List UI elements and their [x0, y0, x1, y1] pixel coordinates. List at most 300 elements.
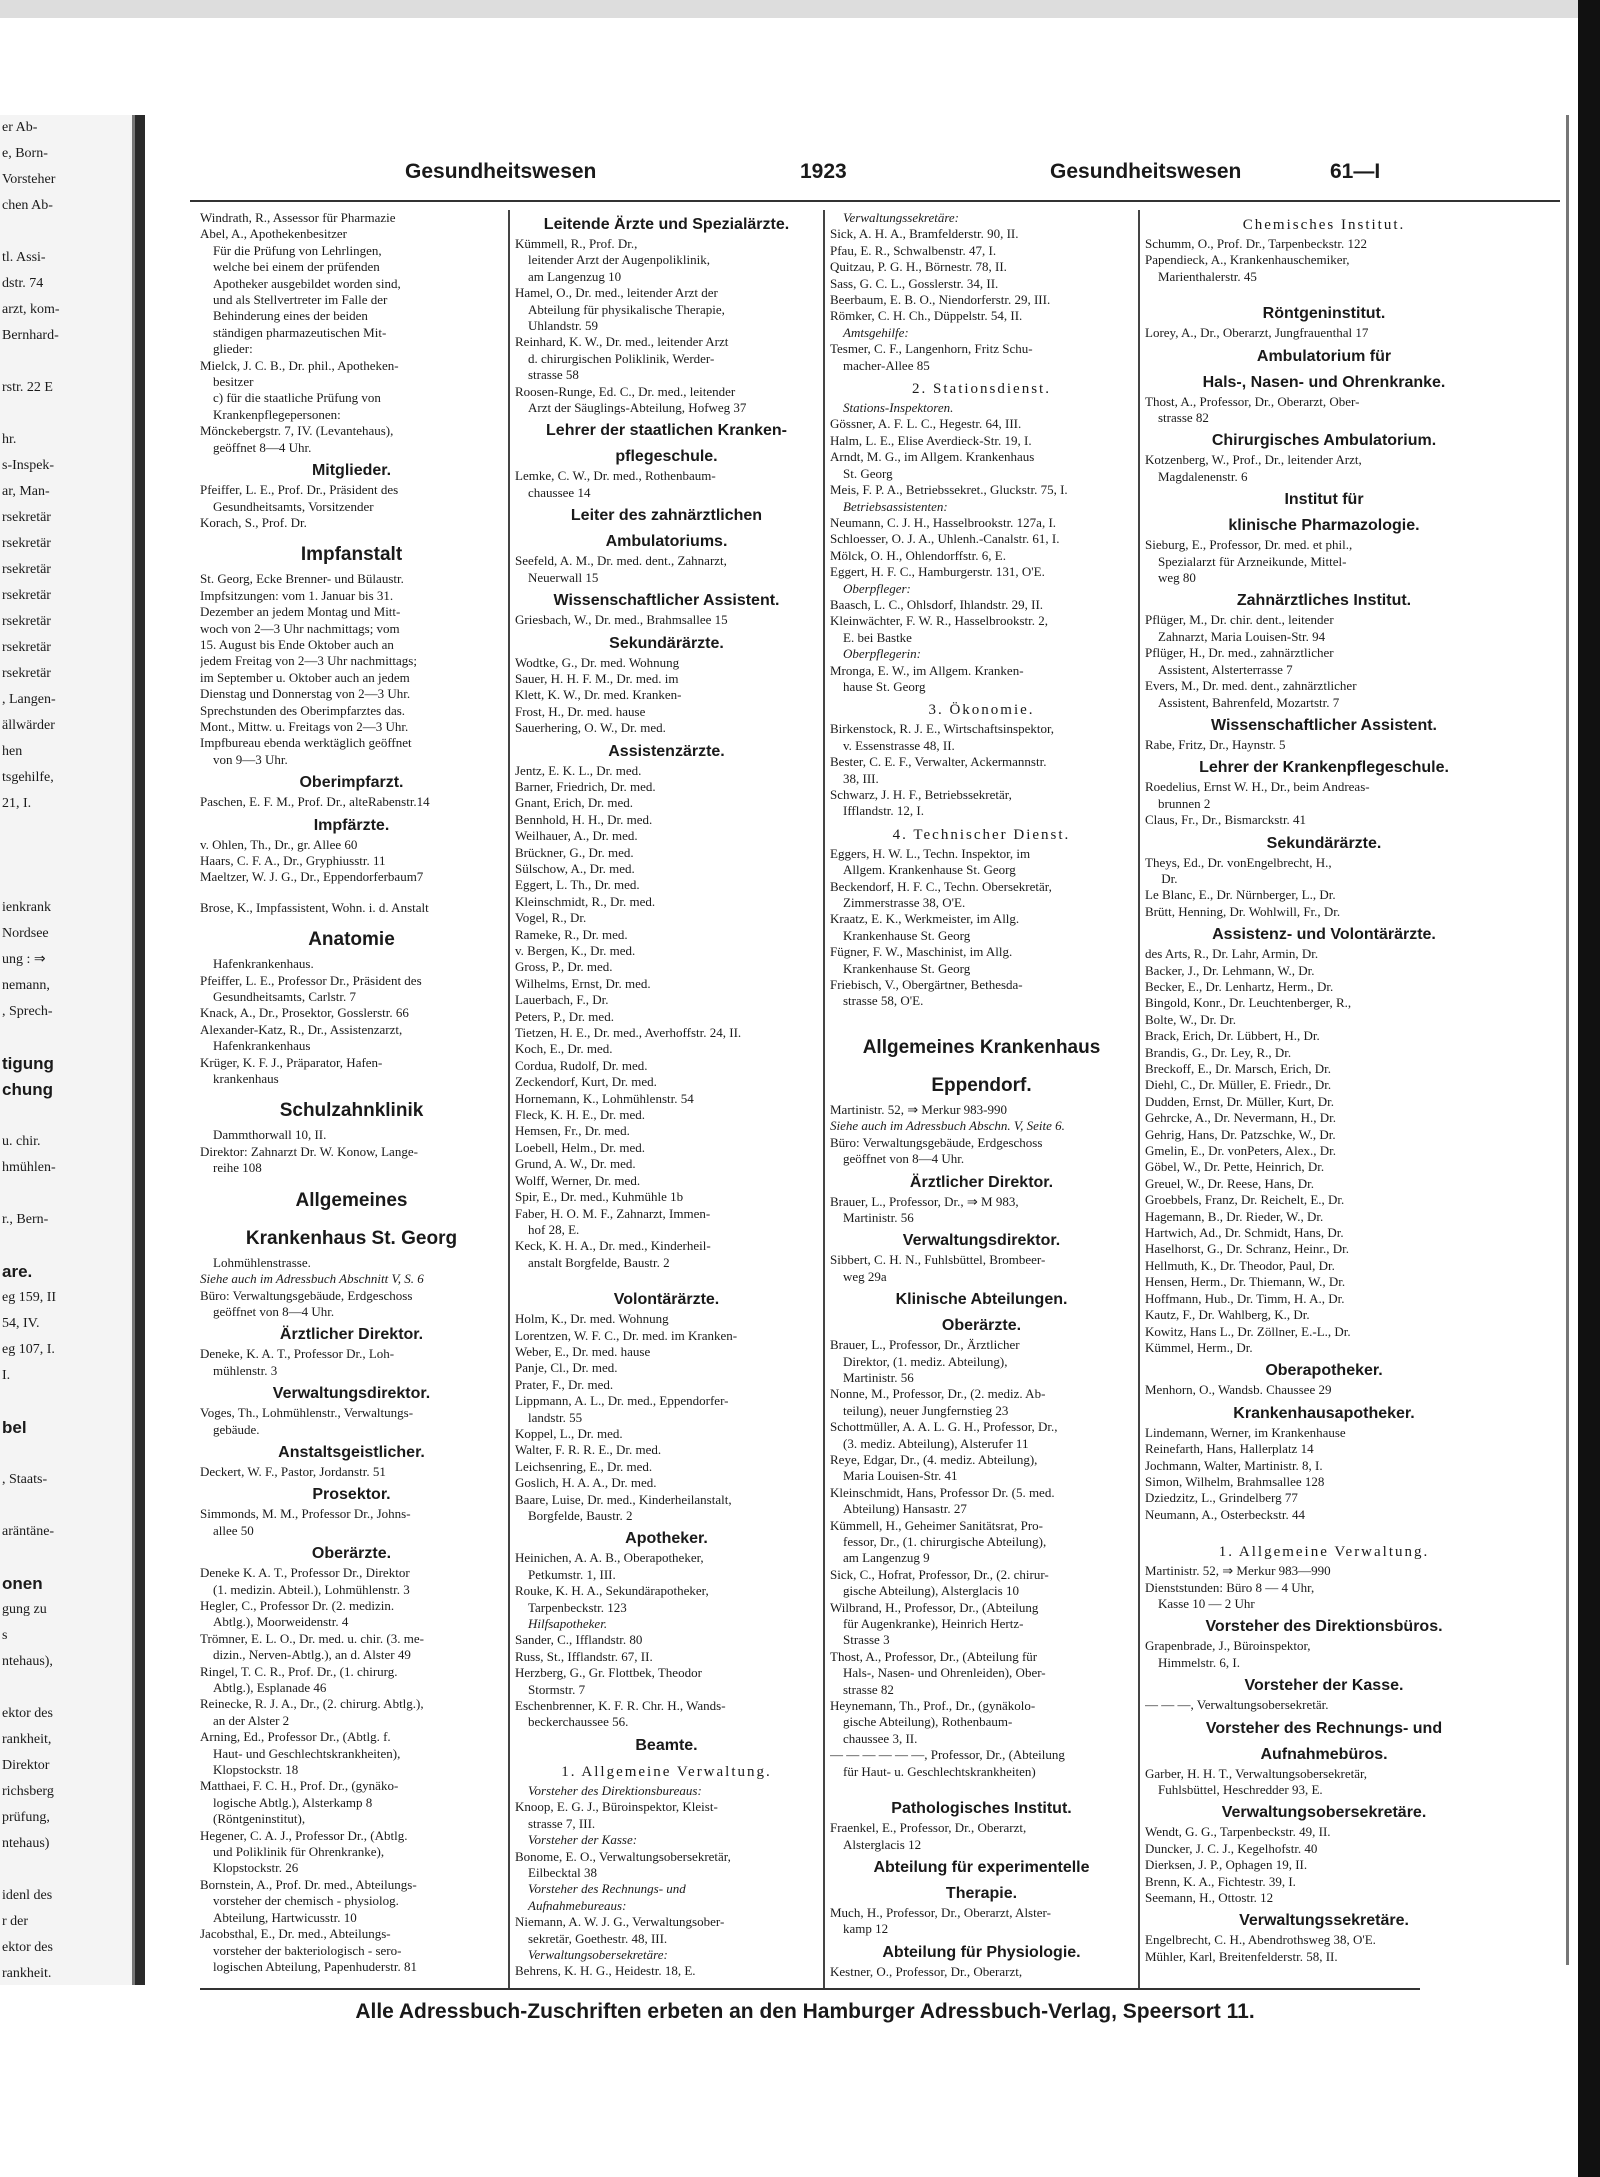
section-heading: Anstaltsgeistlicher.	[278, 1443, 425, 1461]
entry-line: Lorey, A., Dr., Oberarzt, Jungfrauenthal 17	[1145, 325, 1369, 341]
column-4	[1145, 210, 1503, 1980]
spacer	[200, 886, 503, 900]
entry-line: Marienthalerstr. 45	[1145, 268, 1257, 284]
entry-line: Ifflandstr. 12, I.	[830, 803, 924, 819]
entry-line: Kotzenberg, W., Prof., Dr., leitender Arzt,	[1145, 452, 1362, 468]
previous-page-fragment: rankheit.	[2, 1966, 52, 1981]
entry-line: Halm, L. E., Elise Averdieck-Str. 19, I.	[830, 432, 1032, 448]
entry-line: Krankenhause St. Georg	[830, 927, 971, 943]
entry-line: Pflüger, H., Dr. med., zahnärztlicher	[1145, 645, 1334, 661]
entry-line: Deneke K. A. T., Professor Dr., Direktor	[200, 1565, 410, 1581]
entry-line: Maria Louisen-Str. 41	[830, 1468, 958, 1484]
entry-line: Theys, Ed., Dr. vonEngelbrecht, H.,	[1145, 854, 1332, 870]
entry-line: Sick, C., Hofrat, Professor, Dr., (2. chirur-	[830, 1566, 1049, 1582]
section-heading: Ambulatorium für	[1256, 347, 1392, 365]
entry-line: und als Stellvertreter im Falle der	[200, 292, 388, 308]
entry-line: Baare, Luise, Dr. med., Kinderheilanstalt,	[515, 1491, 732, 1507]
entry-line: Trömner, E. L. O., Dr. med. u. chir. (3. me-	[200, 1630, 424, 1646]
entry-line: Engelbrecht, C. H., Abendrothsweg 38, O'E.	[1145, 1932, 1376, 1948]
entry-line: an der Alster 2	[200, 1712, 290, 1728]
entry-line: Wodtke, G., Dr. med. Wohnung	[515, 654, 680, 670]
entry-line: Pfeiffer, L. E., Prof. Dr., Präsident des	[200, 482, 399, 498]
entry-line: Tietzen, H. E., Dr. med., Averhoffstr. 24, II.	[515, 1025, 742, 1041]
entry-line: Martinistr. 56	[830, 1369, 914, 1385]
entry-line: Gnant, Erich, Dr. med.	[515, 795, 634, 811]
entry-line: Duncker, J. C. J., Kegelhofstr. 40	[1145, 1840, 1318, 1856]
entry-line: Holm, K., Dr. med. Wohnung	[515, 1311, 669, 1327]
entry-line: Friebisch, V., Obergärtner, Bethesda-	[830, 977, 1023, 993]
entry-line: Ringel, T. C. R., Prof. Dr., (1. chirurg.	[200, 1663, 398, 1679]
previous-page-fragment: rankheit,	[2, 1732, 52, 1747]
section-heading: Leitende Ärzte und Spezialärzte.	[543, 216, 790, 233]
entry-line: Niemann, A. W. J. G., Verwaltungsober-	[515, 1914, 725, 1930]
section-heading: Assistenzärzte.	[608, 742, 725, 760]
section-heading: Ärztlicher Direktor.	[279, 1326, 424, 1344]
previous-page-fragment: e, Born-	[2, 146, 48, 161]
entry-line: Göbel, W., Dr. Pette, Heinrich, Dr.	[1145, 1159, 1325, 1175]
entry-line: Martinistr. 52, ⇒ Merkur 983—990	[1145, 1563, 1331, 1579]
entry-line: von 9—3 Uhr.	[200, 751, 288, 767]
entry-line: Klett, K. W., Dr. med. Kranken-	[515, 687, 682, 703]
section-heading: Sekundärärzte.	[609, 634, 724, 652]
entry-line: Mölck, O. H., Ohlendorffstr. 6, E.	[830, 547, 1006, 563]
entry-line: Brückner, G., Dr. med.	[515, 844, 634, 860]
entry-line: Paschen, E. F. M., Prof. Dr., alteRabenstr.14	[200, 794, 430, 810]
entry-line: St. Georg	[830, 465, 893, 481]
entry-line: Sibbert, C. H. N., Fuhlsbüttel, Brombeer-	[830, 1252, 1046, 1268]
entry-line: Lindemann, Werner, im Krankenhause	[1145, 1424, 1346, 1440]
entry-line: Korach, S., Prof. Dr.	[200, 514, 307, 530]
entry-line: Abtlg.), Moorweidenstr. 4	[200, 1614, 349, 1630]
entry-line: Magdalenenstr. 6	[1145, 468, 1248, 484]
institution-heading: Allgemeines	[295, 1189, 408, 1211]
institution-heading: Schulzahnklinik	[279, 1100, 424, 1122]
entry-line: ständigen pharmazeutischen Mit-	[200, 324, 387, 340]
entry-line: Roedelius, Ernst W. H., Dr., beim Andreas-	[1145, 779, 1370, 795]
previous-page-fragment	[0, 1441, 132, 1467]
entry-line: Hartwich, Ad., Dr. Schmidt, Hans, Dr.	[1145, 1225, 1344, 1241]
previous-page-fragment	[0, 843, 132, 869]
entry-line: Schloesser, O. J. A., Uhlenh.-Canalstr. 61, I.	[830, 531, 1060, 547]
section-heading: Röntgeninstitut.	[1262, 305, 1386, 323]
section-heading: Prosektor.	[312, 1486, 391, 1504]
entry-line: Haars, C. F. A., Dr., Gryphiusstr. 11	[200, 853, 386, 868]
subsection-heading: 1. Allgemeine Verwaltung.	[1218, 1544, 1430, 1561]
previous-page-fragment: Vorsteher	[2, 172, 56, 187]
entry-line: Sauerhering, O. W., Dr. med.	[515, 720, 666, 736]
entry-line: Faber, H. O. M. F., Zahnarzt, Immen-	[515, 1205, 711, 1221]
entry-line: Schumm, O., Prof. Dr., Tarpenbeckstr. 122	[1145, 236, 1367, 251]
entry-line: teilung), neuer Jungfernstieg 23	[830, 1402, 1009, 1418]
section-heading: Beamte.	[635, 1736, 698, 1754]
entry-line: logische Abtlg.), Alsterkamp 8	[200, 1794, 373, 1810]
entry-line: am Langenzug 9	[830, 1550, 930, 1566]
entry-line: Pfau, E. R., Schwalbenstr. 47, I.	[830, 242, 997, 258]
entry-line: Hornemann, K., Lohmühlenstr. 54	[515, 1090, 694, 1106]
entry-line: Keck, K. H. A., Dr. med., Kinderheil-	[515, 1238, 711, 1254]
note-line: Vorsteher des Rechnungs- und	[515, 1881, 686, 1897]
entry-line: Dammthorwall 10, II.	[200, 1127, 327, 1143]
note-line: Oberpfleger:	[830, 580, 911, 596]
entry-line: Haselhorst, G., Dr. Schranz, Heinr., Dr.	[1145, 1241, 1349, 1257]
previous-page-fragment: rsekretär	[2, 614, 51, 629]
section-heading: Vorsteher des Direktionsbüros.	[1205, 1618, 1443, 1636]
section-heading: Lehrer der Krankenpflegeschule.	[1199, 759, 1449, 777]
entry-line: Assistent, Alsterterrasse 7	[1145, 661, 1293, 677]
previous-page-fragment	[0, 1025, 132, 1051]
entry-line: Knoop, E. G. J., Büroinspektor, Kleist-	[515, 1799, 718, 1815]
entry-line: für Haut- u. Geschlechtskrankheiten)	[830, 1763, 1036, 1779]
previous-page-fragment: 54, IV.	[2, 1316, 40, 1331]
entry-line: Beckendorf, H. F. C., Techn. Obersekretär,	[830, 878, 1052, 894]
previous-page-fragment: , Langen-	[2, 692, 56, 707]
entry-line: v. Essenstrasse 48, II.	[830, 737, 955, 753]
entry-line: d. chirurgischen Poliklinik, Werder-	[515, 350, 715, 366]
entry-line: Behinderung eines der beiden	[200, 308, 368, 324]
note-line: Oberpflegerin:	[830, 646, 921, 662]
column-3	[830, 210, 1133, 1980]
section-heading: Assistenz- und Volontärärzte.	[1212, 926, 1436, 944]
previous-page-fragment	[0, 219, 132, 245]
entry-line: kamp 12	[830, 1921, 889, 1937]
note-line: Vorsteher des Direktionsbureaus:	[515, 1782, 702, 1798]
entry-line: Reinecke, R. J. A., Dr., (2. chirurg. Abtlg.),	[200, 1696, 424, 1712]
note-line: Amtsgehilfe:	[830, 324, 909, 340]
entry-line: Barner, Friedrich, Dr. med.	[515, 778, 656, 794]
entry-line: Knack, A., Dr., Prosektor, Gosslerstr. 66	[200, 1005, 409, 1021]
entry-line: Hemsen, Fr., Dr. med.	[515, 1123, 630, 1139]
subsection-heading: 2. Stationsdienst.	[912, 381, 1051, 398]
entry-line: Wolff, Werner, Dr. med.	[515, 1172, 641, 1188]
entry-line: gische Abteilung), Rothenbaum-	[830, 1714, 1013, 1730]
entry-line: Gesundheitsamts, Carlstr. 7	[200, 989, 356, 1005]
entry-line: Much, H., Professor, Dr., Oberarzt, Alster-	[830, 1904, 1051, 1920]
page-edge-rule	[1566, 115, 1569, 1965]
previous-page-fragment: rsekretär	[2, 640, 51, 655]
entry-line: Brose, K., Impfassistent, Wohn. i. d. Anstalt	[200, 899, 429, 915]
entry-line: c) für die staatliche Prüfung von	[200, 390, 381, 406]
entry-line: Grapenbrade, J., Büroinspektor,	[1145, 1638, 1311, 1654]
previous-page-fragment	[0, 1389, 132, 1415]
entry-line: Cordua, Rudolf, Dr. med.	[515, 1057, 648, 1073]
entry-line: Kümmell, H., Geheimer Sanitätsrat, Pro-	[830, 1517, 1044, 1533]
entry-line: Voges, Th., Lohmühlenstr., Verwaltungs-	[200, 1405, 414, 1421]
section-heading: Oberapotheker.	[1265, 1362, 1383, 1380]
previous-page-fragment: tigung	[2, 1054, 54, 1073]
entry-line: Matthaei, F. C. H., Prof. Dr., (gynäko-	[200, 1778, 399, 1794]
entry-line: Büro: Verwaltungsgebäude, Erdgeschoss	[200, 1287, 413, 1303]
entry-line: Rouke, K. H. A., Sekundärapotheker,	[515, 1583, 709, 1599]
previous-page-fragment: rsekretär	[2, 536, 51, 551]
entry-line: weg 80	[1145, 570, 1196, 586]
entry-line: hause St. Georg	[830, 678, 926, 694]
entry-line: (1. medizin. Abteil.), Lohmühlenstr. 3	[200, 1581, 410, 1597]
entry-line: Pfeiffer, L. E., Professor Dr., Präsident des	[200, 972, 422, 988]
previous-page-fragment: ar, Man-	[2, 484, 50, 499]
section-heading: Wissenschaftlicher Assistent.	[553, 592, 780, 610]
entry-line: Bornstein, A., Prof. Dr. med., Abteilungs-	[200, 1876, 417, 1892]
entry-line: Deckert, W. F., Pastor, Jordanstr. 51	[200, 1463, 386, 1479]
entry-line: Martinistr. 56	[830, 1209, 914, 1225]
previous-page-fragment	[0, 349, 132, 375]
entry-line: Lauerbach, F., Dr.	[515, 992, 609, 1008]
previous-page-fragment: idenl des	[2, 1888, 53, 1903]
previous-page-fragment: tl. Assi-	[2, 250, 46, 265]
entry-line: jedem Freitag von 2—3 Uhr nachmittags;	[200, 653, 417, 669]
entry-line: Sander, C., Ifflandstr. 80	[515, 1632, 643, 1648]
entry-line: Sülschow, A., Dr. med.	[515, 860, 635, 876]
previous-page-fragment: richsberg	[2, 1784, 54, 1799]
entry-line: Krankenhause St. Georg	[830, 960, 971, 976]
institution-heading: Eppendorf.	[931, 1074, 1032, 1096]
entry-line: strasse 82	[1145, 410, 1209, 426]
entry-line: Sick, A. H. A., Bramfelderstr. 90, II.	[830, 226, 1019, 242]
entry-line: Eggert, H. F. C., Hamburgerstr. 131, O'E.	[830, 564, 1045, 580]
entry-line: Kleinwächter, F. W. R., Hasselbrookstr. 2,	[830, 613, 1048, 629]
previous-page-fragment	[0, 1233, 132, 1259]
entry-line: Dr.	[1145, 870, 1178, 886]
previous-page-fragment: ektor des	[2, 1940, 53, 1955]
previous-page-fragment: rsekretär	[2, 666, 51, 681]
entry-line: Bester, C. E. F., Verwalter, Ackermannstr.	[830, 754, 1047, 770]
entry-line: Grund, A. W., Dr. med.	[515, 1156, 636, 1172]
previous-page-fragment: chen Ab-	[2, 198, 53, 213]
entry-line: Alexander-Katz, R., Dr., Assistenzarzt,	[200, 1021, 403, 1037]
header-right-title: Gesundheitswesen	[1050, 160, 1242, 183]
entry-line: Mont., Mittw. u. Freitags von 2—3 Uhr.	[200, 718, 409, 734]
section-heading: Abteilung für experimentelle	[873, 1858, 1090, 1876]
section-heading: Institut für	[1284, 491, 1364, 509]
entry-line: Dienstag und Donnerstag von 2—3 Uhr.	[200, 686, 411, 702]
entry-line: Behrens, K. H. G., Heidestr. 18, E.	[515, 1963, 696, 1979]
entry-line: Spir, E., Dr. med., Kuhmühle 1b	[515, 1189, 684, 1205]
entry-line: strasse 7, III.	[515, 1815, 596, 1831]
entry-line: Jochmann, Walter, Martinistr. 8, I.	[1145, 1457, 1323, 1473]
section-heading: Vorsteher der Kasse.	[1244, 1677, 1404, 1695]
previous-page-fragment: ienkrank	[2, 900, 51, 915]
previous-page-fragment: chung	[2, 1080, 53, 1099]
section-heading: Apotheker.	[625, 1530, 708, 1548]
entry-line: Peters, P., Dr. med.	[515, 1008, 614, 1024]
entry-line: E. bei Bastke	[830, 629, 912, 645]
entry-line: Evers, M., Dr. med. dent., zahnärztlicher	[1145, 678, 1357, 694]
entry-line: Quitzau, P. G. H., Börnestr. 78, II.	[830, 259, 1007, 275]
entry-line: Lohmühlenstrasse.	[200, 1254, 311, 1270]
previous-page-fragment: ällwärder	[2, 718, 55, 733]
entry-line: Zahnarzt, Maria Louisen-Str. 94	[1145, 628, 1326, 644]
entry-line: und Poliklinik für Ohrenkranke),	[200, 1844, 385, 1860]
entry-line: Heynemann, Th., Prof., Dr., (gynäkolo-	[830, 1698, 1036, 1714]
entry-line: Leichsenring, E., Dr. med.	[515, 1458, 653, 1474]
section-heading: Verwaltungsdirektor.	[902, 1232, 1061, 1250]
section-heading: Vorsteher des Rechnungs- und	[1205, 1719, 1443, 1737]
previous-page-fragment: r der	[2, 1914, 29, 1929]
entry-line: Bingold, Konr., Dr. Leuchtenberger, R.,	[1145, 995, 1352, 1011]
previous-page-fragment: Direktor	[2, 1758, 50, 1773]
entry-line: Sieburg, E., Professor, Dr. med. et phil.,	[1145, 537, 1353, 553]
entry-line: Borgfelde, Baustr. 2	[515, 1508, 633, 1523]
entry-line: Gross, P., Dr. med.	[515, 959, 613, 975]
entry-line: Dudden, Ernst, Dr. Müller, Kurt, Dr.	[1145, 1093, 1335, 1109]
entry-line: Papendieck, A., Krankenhauschemiker,	[1145, 252, 1350, 268]
spacer	[830, 1780, 1133, 1794]
entry-line: Eilbecktal 38	[515, 1864, 597, 1880]
entry-line: Sauer, H. H. F. M., Dr. med. im	[515, 670, 679, 686]
entry-line: Sass, G. C. L., Gosslerstr. 34, II.	[830, 275, 999, 291]
subsection-heading: Chemisches Institut.	[1242, 217, 1406, 233]
entry-line: Hensen, Herm., Dr. Thiemann, W., Dr.	[1145, 1274, 1346, 1290]
scan-right-edge	[1578, 0, 1600, 2177]
entry-line: Mühler, Karl, Breitenfelderstr. 58, II.	[1145, 1948, 1338, 1964]
entry-line: — — — — — —, Professor, Dr., (Abteilung	[830, 1747, 1065, 1763]
entry-line: Lemke, C. W., Dr. med., Rothenbaum-	[515, 468, 716, 484]
entry-line: Alsterglacis 12	[830, 1836, 922, 1852]
previous-page-fragment: gung zu	[2, 1602, 47, 1617]
column-divider	[1138, 210, 1140, 1990]
entry-line: Meis, F. P. A., Betriebssekret., Gluckstr. 75, I.	[830, 482, 1068, 498]
entry-line: Uhlandstr. 59	[515, 318, 599, 334]
entry-line: Tesmer, C. F., Langenhorn, Fritz Schu-	[830, 341, 1033, 357]
entry-line: Gesundheitsamts, Vorsitzender	[200, 498, 374, 514]
section-heading: Ambulatoriums.	[605, 533, 728, 551]
entry-line: Seefeld, A. M., Dr. med. dent., Zahnarzt,	[515, 553, 727, 569]
directory-page	[190, 150, 1560, 2030]
entry-line: strasse 58	[515, 367, 579, 383]
entry-line: 38, III.	[830, 770, 879, 786]
previous-page-fragment: onen	[2, 1574, 43, 1593]
previous-page-fragment: , Sprech-	[2, 1004, 53, 1019]
entry-line: Sprechstunden des Oberimpfarztes das.	[200, 702, 406, 718]
book-gutter	[135, 115, 145, 1985]
column-divider	[823, 210, 825, 1990]
entry-line: Roosen-Runge, Ed. C., Dr. med., leitender	[515, 383, 736, 399]
entry-line: Dienststunden: Büro 8 — 4 Uhr,	[1145, 1579, 1315, 1595]
entry-line: reihe 108	[200, 1160, 262, 1176]
spacer	[1145, 285, 1503, 299]
entry-line: hof 28, E.	[515, 1221, 580, 1237]
entry-line: Hegler, C., Professor Dr. (2. medizin.	[200, 1597, 395, 1613]
entry-line: logischen Abteilung, Papenhuderstr. 81	[200, 1958, 418, 1974]
entry-line: vorsteher der chemisch - physiolog.	[200, 1893, 399, 1909]
entry-line: Fuhlsbüttel, Heschredder 93, E.	[1145, 1782, 1323, 1797]
section-heading: Chirurgisches Ambulatorium.	[1211, 432, 1437, 450]
entry-line: Walter, F. R. R. E., Dr. med.	[515, 1442, 662, 1458]
entry-line: Prater, F., Dr. med.	[515, 1376, 614, 1392]
entry-line: Fügner, F. W., Maschinist, im Allg.	[830, 944, 1013, 960]
previous-page-edge	[0, 115, 135, 1985]
entry-line: sekretär, Goethestr. 48, III.	[515, 1930, 668, 1946]
note-line: Hilfsapotheker.	[515, 1616, 608, 1632]
section-heading: pflegeschule.	[615, 448, 718, 466]
scan-top-margin	[0, 0, 1600, 18]
spacer	[1145, 1523, 1503, 1537]
entry-line: Kleinschmidt, R., Dr. med.	[515, 893, 656, 909]
entry-line: besitzer	[200, 374, 254, 390]
entry-line: Brandis, G., Dr. Ley, R., Dr.	[1145, 1044, 1292, 1060]
entry-line: fessor, Dr., (1. chirurgische Abteilung),	[830, 1534, 1047, 1549]
entry-line: 15. August bis Ende Oktober auch an	[200, 636, 394, 652]
section-heading: Sekundärärzte.	[1266, 834, 1382, 852]
subsection-heading: 1. Allgemeine Verwaltung.	[561, 1763, 772, 1780]
entry-line: Backer, J., Dr. Lehmann, W., Dr.	[1145, 962, 1315, 978]
institution-heading: Krankenhaus St. Georg	[245, 1227, 458, 1249]
entry-line: Reye, Edgar, Dr., (4. mediz. Abteilung),	[830, 1451, 1038, 1467]
entry-line: Arzt der Säuglings-Abteilung, Hofweg 37	[515, 400, 747, 416]
entry-line: Kleinschmidt, Hans, Professor Dr. (5. med.	[830, 1484, 1055, 1500]
entry-line: allee 50	[200, 1522, 254, 1538]
footer-rule	[200, 1988, 1420, 1990]
entry-line: Beerbaum, E. B. O., Niendorferstr. 29, III.	[830, 292, 1051, 308]
entry-line: woch von 2—3 Uhr nachmittags; vom	[200, 620, 400, 636]
note-line: Siehe auch im Adressbuch Abschn. V, Seite 6.	[830, 1118, 1065, 1134]
entry-line: Birkenstock, R. J. E., Wirtschaftsinspektor,	[830, 721, 1055, 737]
previous-page-fragment	[0, 1675, 132, 1701]
previous-page-fragment: bel	[2, 1418, 27, 1437]
section-heading: Verwaltungsdirektor.	[272, 1385, 431, 1403]
entry-line: Koppel, L., Dr. med.	[515, 1425, 623, 1441]
entry-line: Hafenkrankenhaus	[200, 1038, 311, 1054]
entry-line: Kümmell, R., Prof. Dr.,	[515, 236, 638, 251]
previous-page-fragment: Bernhard-	[2, 328, 59, 343]
section-heading: Oberärzte.	[311, 1545, 392, 1563]
entry-line: Goslich, H. A. A., Dr. med.	[515, 1475, 657, 1491]
entry-line: St. Georg, Ecke Brenner- und Bülaustr.	[200, 571, 404, 587]
entry-line: Thost, A., Professor, Dr., (Abteilung für	[830, 1648, 1038, 1664]
header-rule	[190, 200, 1560, 202]
entry-line: Arning, Ed., Professor Dr., (Abtlg. f.	[200, 1729, 391, 1745]
previous-page-fragment: are.	[2, 1262, 33, 1281]
entry-line: Simmonds, M. M., Professor Dr., Johns-	[200, 1506, 411, 1522]
entry-line: gische Abteilung), Alsterglacis 10	[830, 1583, 1019, 1599]
previous-page-fragment: er Ab-	[2, 120, 38, 135]
entry-line: Rameke, R., Dr. med.	[515, 926, 628, 942]
entry-line: Menhorn, O., Wandsb. Chaussee 29	[1145, 1382, 1332, 1398]
entry-line: Wilbrand, H., Professor, Dr., (Abteilung	[830, 1599, 1039, 1615]
entry-line: Kümmel, Herm., Dr.	[1145, 1339, 1253, 1355]
note-line: Verwaltungsobersekretäre:	[515, 1946, 668, 1962]
entry-line: Stormstr. 7	[515, 1681, 586, 1697]
entry-line: landstr. 55	[515, 1409, 583, 1425]
section-heading: Ärztlicher Direktor.	[909, 1173, 1054, 1191]
institution-heading: Anatomie	[308, 929, 395, 951]
entry-line: Griesbach, W., Dr. med., Brahmsallee 15	[515, 612, 728, 628]
section-heading: Krankenhausapotheker.	[1233, 1404, 1415, 1422]
section-heading: Oberärzte.	[941, 1317, 1022, 1335]
previous-page-fragment: 21, I.	[2, 796, 32, 811]
entry-line: Fleck, K. H. E., Dr. med.	[515, 1107, 645, 1123]
section-heading: Verwaltungssekretäre.	[1239, 1912, 1409, 1930]
section-heading: Therapie.	[945, 1884, 1018, 1902]
entry-line: des Arts, R., Dr. Lahr, Armin, Dr.	[1145, 946, 1319, 962]
entry-line: mühlenstr. 3	[200, 1362, 278, 1378]
institution-heading: Allgemeines Krankenhaus	[862, 1036, 1101, 1058]
entry-line: gebäude.	[200, 1421, 260, 1437]
previous-page-fragment: tsgehilfe,	[2, 770, 54, 785]
entry-line: Haut- und Geschlechtskrankheiten),	[200, 1745, 401, 1761]
entry-line: geöffnet 8—4 Uhr.	[200, 439, 312, 455]
entry-line: Reinhard, K. W., Dr. med., leitender Arzt	[515, 334, 729, 350]
section-heading: Abteilung für Physiologie.	[882, 1943, 1081, 1961]
entry-line: Spezialarzt für Arzneikunde, Mittel-	[1145, 553, 1347, 569]
entry-line: Diehl, C., Dr. Müller, E. Friedr., Dr.	[1145, 1077, 1332, 1093]
entry-line: Lippmann, A. L., Dr. med., Eppendorfer-	[515, 1393, 729, 1409]
entry-line: Petkumstr. 1, III.	[515, 1566, 616, 1582]
entry-line: strasse 82	[830, 1681, 894, 1697]
entry-line: Schwarz, J. H. F., Betriebssekretär,	[830, 787, 1012, 802]
entry-line: Loebell, Helm., Dr. med.	[515, 1139, 645, 1155]
entry-line: v. Bergen, K., Dr. med.	[515, 943, 636, 958]
entry-line: Dziedzitz, L., Grindelberg 77	[1145, 1490, 1298, 1506]
